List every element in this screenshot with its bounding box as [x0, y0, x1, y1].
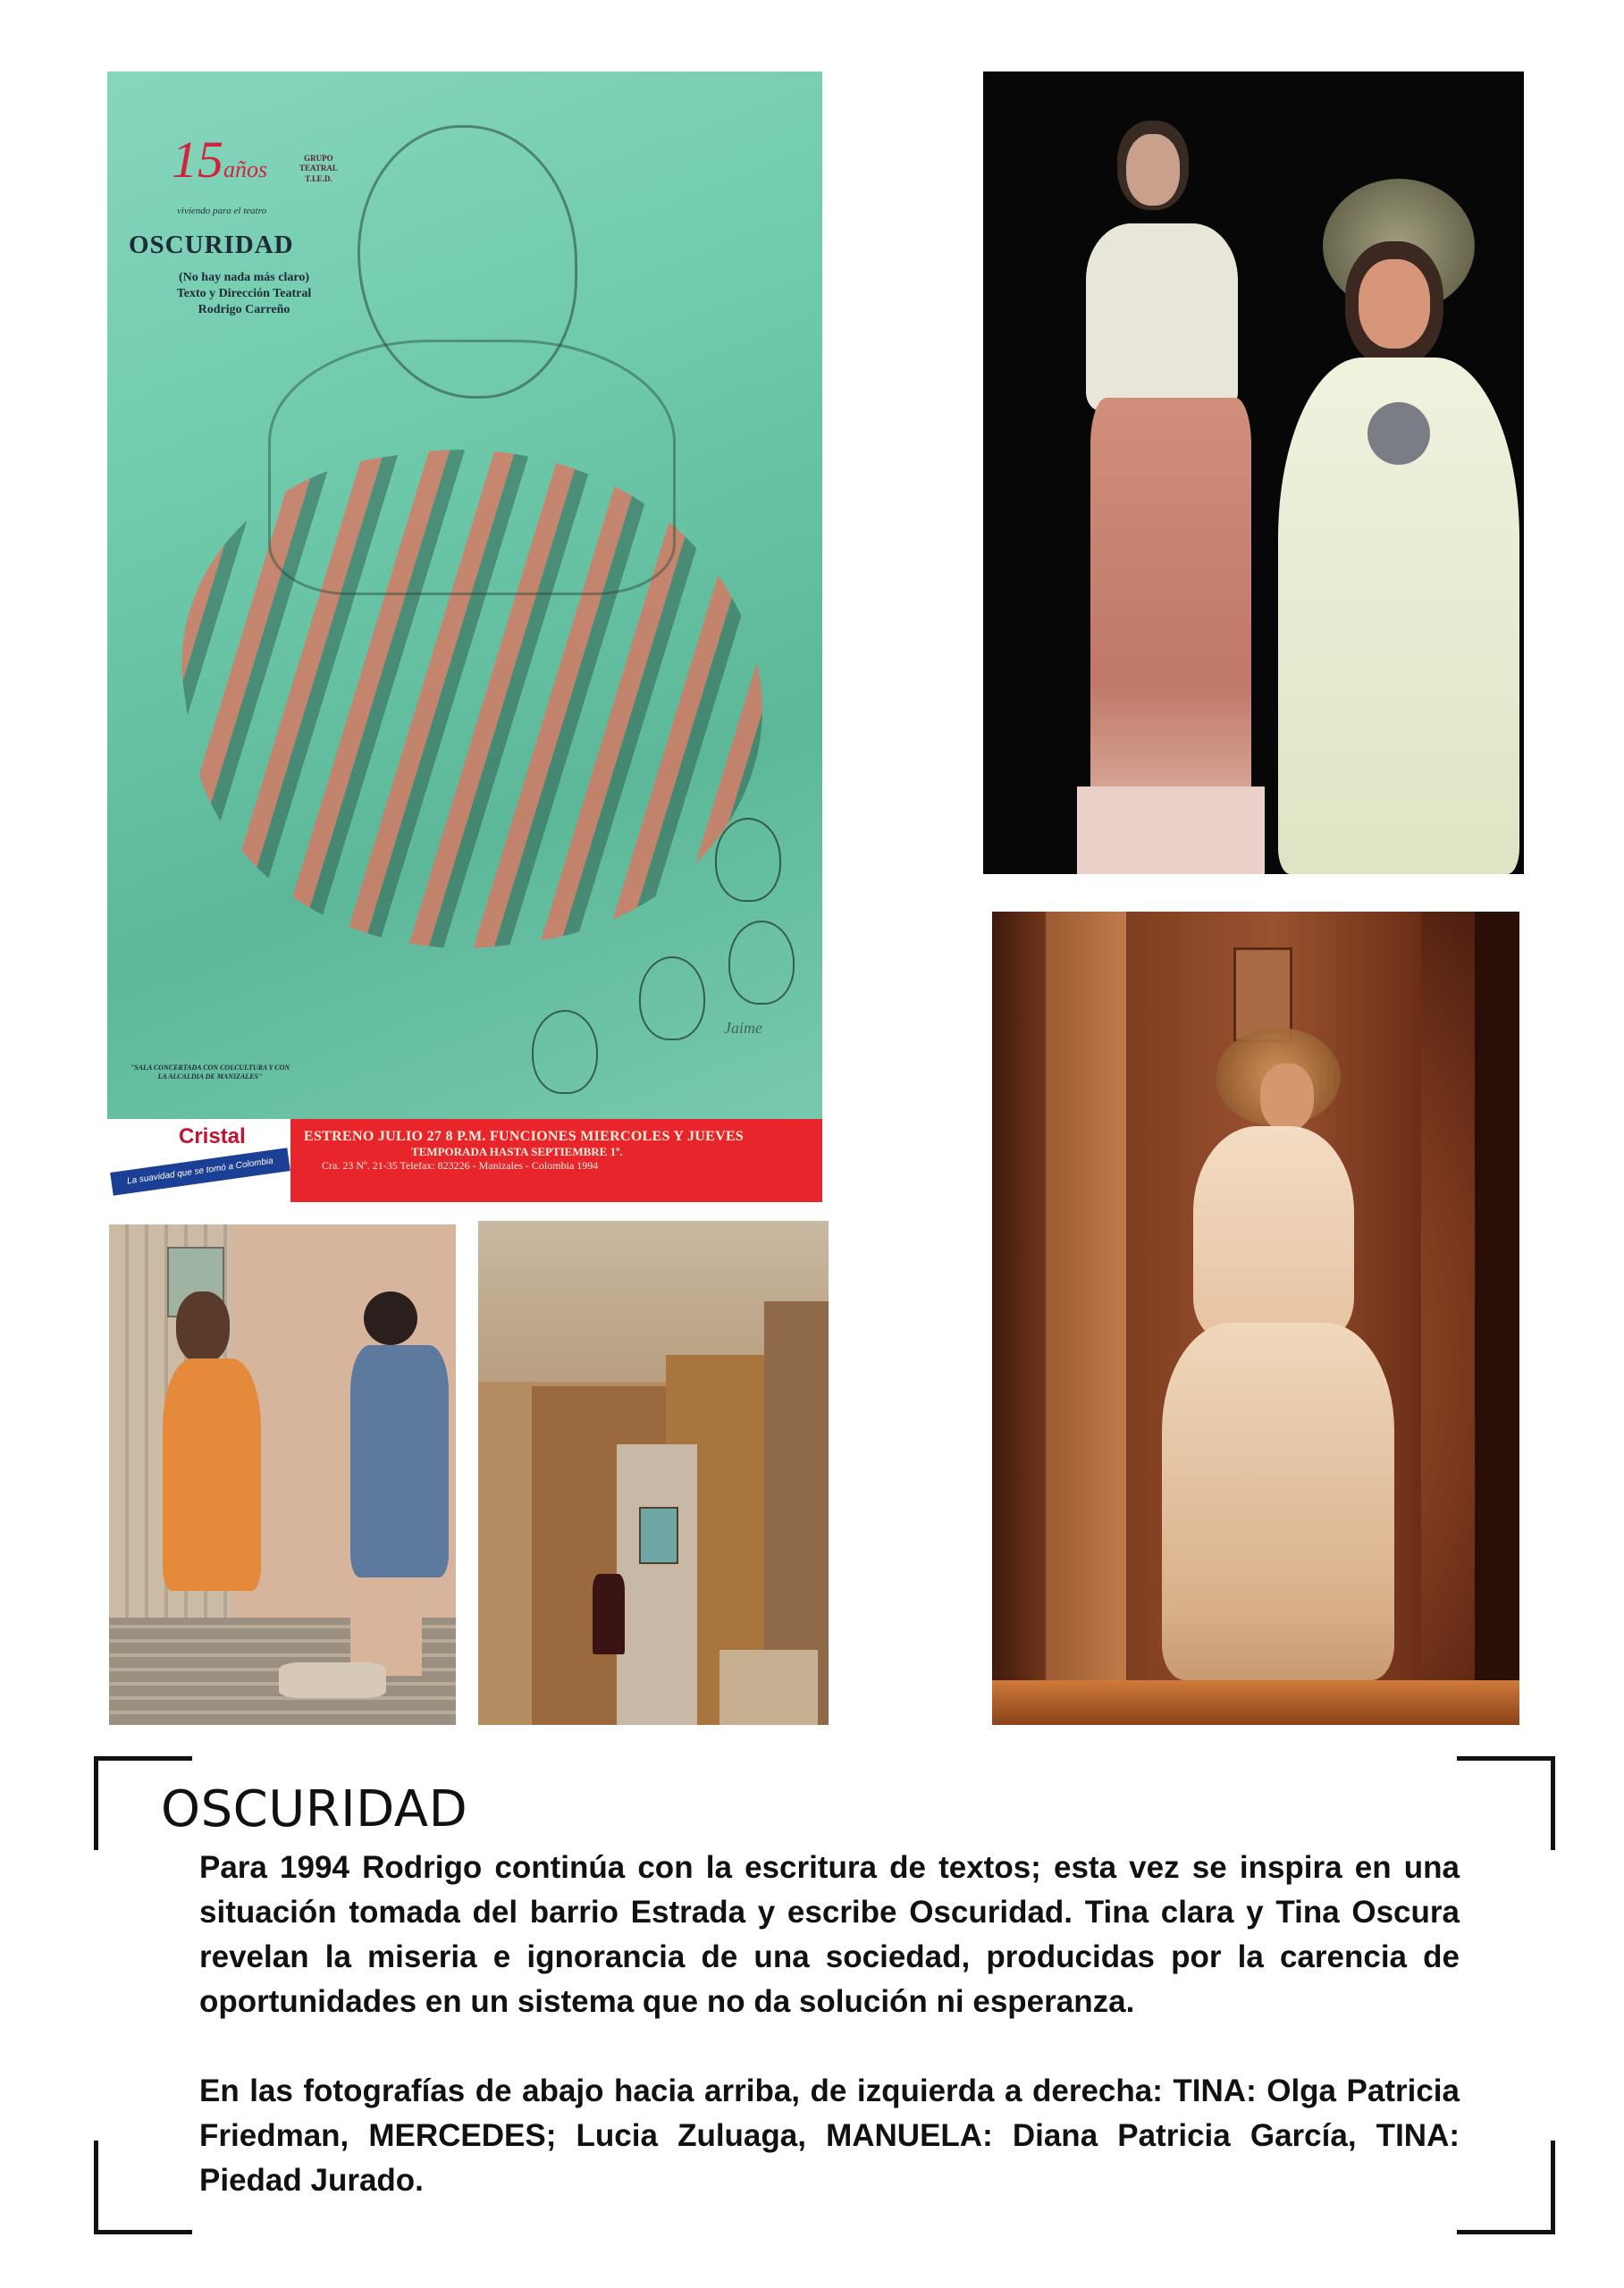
photo-two-women-stage [109, 1224, 456, 1725]
section-title: OSCURIDAD [161, 1780, 468, 1838]
cast-portrait [532, 1010, 598, 1094]
poster-info-band [107, 1119, 822, 1202]
frame-corner-top-right [1457, 1756, 1555, 1850]
poster-credits: (No hay nada más claro) Texto y Dirección Teatral Rodrigo Carreño [176, 271, 312, 317]
cast-portrait [639, 956, 705, 1040]
photo-woman-doorway [992, 912, 1519, 1725]
photo-credits-paragraph: En las fotografías de abajo hacia arriba, de izquierda a derecha: TINA: Olga Patricia Friedman, MERCEDES; Lucia Zuluaga, MANUELA: Diana Patricia García, TINA: Piedad Jurado. [199, 2074, 1460, 2198]
poster-artist-signature: Jaime [724, 1019, 762, 1037]
frame-corner-bottom-right [1457, 2141, 1555, 2234]
poster-anniversary-logo: 15años [172, 130, 268, 189]
photo-two-actresses [983, 72, 1524, 874]
cast-portrait [728, 921, 795, 1005]
sponsor-logo: Cristal La suavidad que se tomó a Colombia [107, 1119, 290, 1202]
poster-title: OSCURIDAD [129, 231, 294, 259]
photo-stage-set [478, 1221, 829, 1725]
play-poster [107, 72, 822, 1202]
cast-portrait [715, 818, 781, 902]
poster-tagline: viviendo para el teatro [177, 206, 267, 216]
description-paragraph: Para 1994 Rodrigo continúa con la escritura de textos; esta vez se inspira en una situación tomada del barrio Estrada y escribe Oscuridad. Tina clara y Tina Oscura revelan la miseria e ignorancia de una sociedad, producidas por la carencia de oportunidades en un sistema que no da solución ni esperanza. [199, 1850, 1460, 2019]
frame-corner-bottom-left [94, 2141, 192, 2234]
poster-sala-note: "SALA CONCERTADA CON COLCULTURA Y CON LA ALCALDIA DE MANIZALES" [130, 1064, 290, 1081]
poster-group-name: GRUPO TEATRAL T.I.E.D. [299, 154, 338, 183]
poster-schedule: ESTRENO JULIO 27 8 P.M. FUNCIONES MIERCOLES Y JUEVES TEMPORADA HASTA SEPTIEMBRE 1º. Cra. 23 Nº. 21-35 Telefax: 823226 - Manizales - Colombia 1994 [304, 1129, 745, 1172]
